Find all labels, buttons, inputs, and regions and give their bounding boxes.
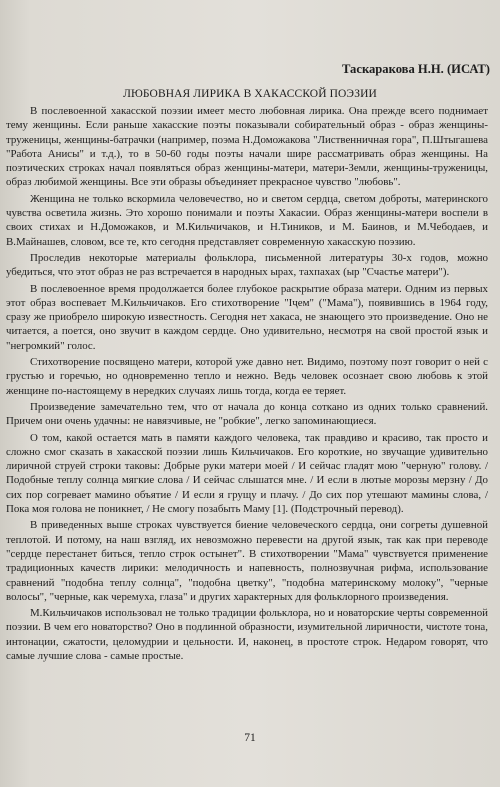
paragraph-7: О том, какой остается мать в памяти каждого человека, так правдиво и красиво, так просто и сложно смог сказать в хакасской поэзии лишь Кильчичаков. Его короткие, но звучащие удивительно лиричной струей строки таковы: Добрые руки матери моей / И сейчас гладят мою "черную" голову. / Подобные теплу солнца мягкие слова / И сейчас слышатся мне. / И если в лютые морозы мерзну / До сих пор согревает мамино объятие / И если я грущу и плачу. / До сих пор утешают мамины слова, / Пока моя голова не поникнет, / Не смогу позабыть Маму [1]. (Подстрочный перевод).: [6, 431, 488, 516]
paragraph-3: Проследив некоторые материалы фольклора, письменной литературы 30-х годов, можно убедиться, что этот образ не раз встречается в народных ырах, тахпахах (ыр "Счастье матери").: [6, 251, 488, 279]
paragraph-9: М.Кильчичаков использовал не только традиции фольклора, но и новаторские черты современной поэзии. В чем его новаторство? Оно в подлинной образности, изумительной лиричности, чистоте тона, интонации, сжатости, целомудрии и цельности. И, наконец, в простоте строк. Недаром говорят, что самые лучшие слова - самые простые.: [6, 607, 488, 662]
paragraph-8: В приведенных выше строках чувствуется биение человеческого сердца, они согреты душевной теплотой. И потому, на наш взгляд, их невозможно перевести на другой язык, так как при переводе "сердце перестанет биться, тепло строк остынет". В стихотворении "Мама" чувствуется применение традиционных качеств лирики: мелодичность и напевность, полнозвучная рифма, использование сравнений "подобна теплу солнца", "подобна цветку", "подобна материнскому молоку", "черные волосы", "черные, как черемуха, глаза" и других характерных для фольклорного произведения.: [6, 519, 488, 603]
paragraph-5: Стихотворение посвящено матери, которой уже давно нет. Видимо, поэтому поэт говорит о ней с грустью и горечью, но одновременно тепло и нежно. Ведь человек осознает свою любовь к этой женщине по-настоящему в нередких случаях лишь тогда, когда ее теряет.: [6, 356, 488, 397]
page-number: 71: [244, 732, 256, 744]
paragraph-1: В послевоенной хакасской поэзии имеет место любовная лирика. Она прежде всего поднимает тему женщины. Если раньше хакасские поэты показывали собирательный образ - образ женщины-труженицы, женщины-батрачки (например, поэма Н.Доможакова "Лиственничная гора", П.Штыгашева "Работа Анисы" и т.д.), то в 50-60 годы поэты начали шире рассматривать образ женщины. На поэтических строках начал появляться образ женщины-матери, матери-Земли, женщины-труженицы, образ любимой женщины. Все эти образы объединяет прекрасное чувство "любовь".: [6, 105, 488, 189]
author-line: Таскаракова Н.Н. (ИСАТ): [341, 62, 490, 76]
paragraph-4: В послевоенное время продолжается более глубокое раскрытие образа матери. Одним из первых этот образ воспевает М.Кильчичаков. Его стихотворение "Іҷем" ("Мама"), появившись в 1964 году, сразу же приобрело широкую известность. Сегодня нет хакаса, не знающего это произведение. Оно не читается, а поется, оно звучит в каждом сердце. Оно удивительно, несмотря на свой простой язык и "негромкий" голос.: [6, 282, 488, 352]
paragraph-2: Женщина не только вскормила человечество, но и светом сердца, светом доброты, материнского чувства осветила жизнь. Это хорошо понимали и поэты Хакасии. Образ женщины-матери воспели в своих стихах и Н.Доможаков, и М.Кильчичаков, и Н.Тиников, и М. Баинов, и М.Чебодаев, и В.Майнашев, словом, все те, кто сегодня представляет современную хакасскую поэзию.: [6, 192, 488, 248]
paragraph-6: Произведение замечательно тем, что от начала до конца соткано из одних только сравнений. Причем они очень удачны: не навязчивые, не "робкие", легко запоминающиеся.: [6, 400, 488, 428]
article-title: ЛЮБОВНАЯ ЛИРИКА В ХАКАССКОЙ ПОЭЗИИ: [123, 88, 377, 100]
article-body: [6, 104, 488, 665]
